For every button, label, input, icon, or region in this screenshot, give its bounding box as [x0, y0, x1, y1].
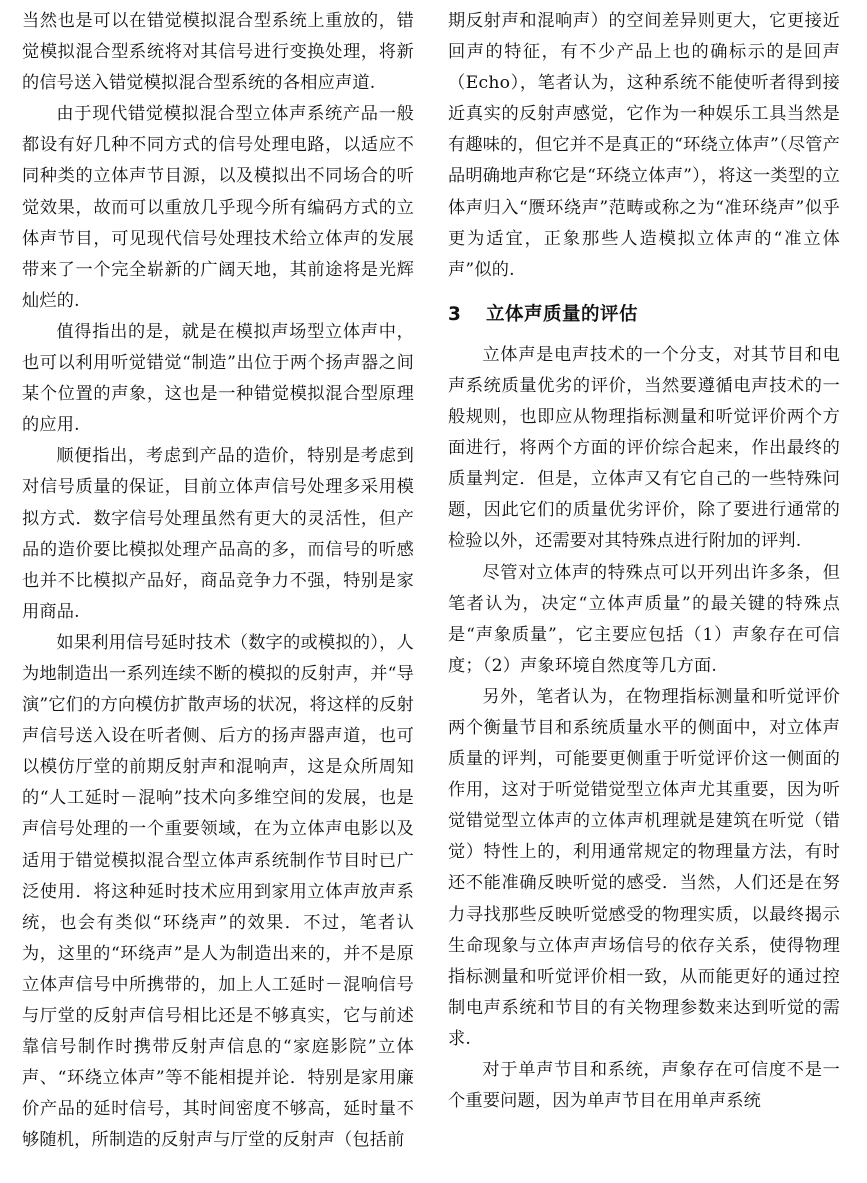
paragraph: 顺便指出，考虑到产品的造价，特别是考虑到对信号质量的保证，目前立体声信号处理多采用模拟方式．数字信号处理虽然有更大的灵活性，但产品的造价要比模拟处理产品高的多，而信号的听感也并不比模拟产品好，商品竞争力不强，特别是家用商品. — [22, 446, 414, 622]
paragraph: 对于单声节目和系统，声象存在可信度不是一个重要问题，因为单声节目在用单声系统 — [448, 1060, 840, 1112]
paragraph: 立体声是电声技术的一个分支，对其节目和电声系统质量优劣的评价，当然要遵循电声技术的一般规则，也即应从物理指标测量和听觉评价两个方面进行，将两个方面的评价综合起来，作出最终的质量判定．但是，立体声又有它自己的一些特殊问题，因此它们的质量优劣评价，除了要进行通常的检验以外，还需要对其特殊点进行附加的评判. — [448, 344, 840, 552]
paragraph: 另外，笔者认为，在物理指标测量和听觉评价两个衡量节目和系统质量水平的侧面中，对立体声质量的评判，可能要更侧重于听觉评价这一侧面的作用，这对于听觉错觉型立体声尤其重要，因为听觉错觉型立体声的立体声机理就是建筑在听觉（错觉）特性上的，利用通常规定的物理量方法，有时还不能准确反映听觉的感受．当然，人们还是在努力寻找那些反映听觉感受的物理实质，以最终揭示生命现象与立体声声场信号的依存关系，使得物理指标测量和听觉评价相一致，从而能更好的通过控制电声系统和节目的有关物理参数来达到听觉的需求. — [448, 686, 840, 1049]
paragraph: 如果利用信号延时技术（数字的或模拟的），人为地制造出一系列连续不断的模拟的反射声，并“导演”它们的方向模仿扩散声场的状况，将这样的反射声信号送入设在听者侧、后方的扬声器声道，也可以模仿厅堂的前期反射声和混响声，这是众所周知的“人工延时－混响”技术向多维空间的发展，也是声信号处理的一个重要领域，在为立体声电影以及适用于错觉模拟混合型立体声系统制作节目时已广泛使用．将这种延时技术应用到家用立体声放声系统，也会有类似“环绕声”的效果．不过，笔者认为，这里的“环绕声”是人为制造出来的，并不是原立体声信号中所携带的，加上人工延时－混响信号与厅堂的反射声信号相比还是不够真实，它与前述靠信号制作时携带反射声信息的“家庭影院”立体声、“环绕立体声”等不能相提并论．特别是家用廉价产品的延时信号，其时间密度不够高，延时量不够随机，所制造的反射声与厅堂的反射声（包括前 — [22, 632, 414, 1151]
paragraph: 由于现代错觉模拟混合型立体声系统产品一般都设有好几种不同方式的信号处理电路，以适应不同种类的立体声节目源，以及模拟出不同场合的听觉效果，故而可以重放几乎现今所有编码方式的立体声节目，可见现代信号处理技术给立体声的发展带来了一个完全崭新的广阔天地，其前途将是光辉灿烂的. — [22, 104, 414, 311]
right-column — [448, 6, 840, 1117]
paragraph: 期反射声和混响声）的空间差异则更大，它更接近回声的特征，有不少产品上也的确标示的是回声（Echo），笔者认为，这种系统不能使听者得到接近真实的反射声感觉，它作为一种娱乐工具当然是有趣味的，但它并不是真正的“环绕立体声”（尽管产品明确地声称它是“环绕立体声”），将这一类型的立体声归入“赝环绕声”范畴或称之为“准环绕声”似乎更为适宜，正象那些人造模拟立体声的“准立体声”似的. — [448, 11, 840, 280]
left-column — [22, 6, 414, 1156]
paragraph: 尽管对立体声的特殊点可以开列出许多条，但笔者认为，决定“立体声质量”的最关键的特殊点是“声象质量”，它主要应包括（1）声象存在可信度；（2）声象环境自然度等几方面. — [448, 562, 840, 676]
paragraph: 值得指出的是，就是在模拟声场型立体声中，也可以利用听觉错觉“制造”出位于两个扬声器之间某个位置的声象，这也是一种错觉模拟混合型原理的应用. — [22, 321, 414, 436]
section-number: 3 — [448, 303, 462, 325]
section-heading — [448, 300, 840, 330]
section-title: 立体声质量的评估 — [486, 303, 639, 325]
paragraph: 当然也是可以在错觉模拟混合型系统上重放的，错觉模拟混合型系统将对其信号进行变换处理，将新的信号送入错觉模拟混合型系统的各相应声道. — [22, 11, 414, 94]
